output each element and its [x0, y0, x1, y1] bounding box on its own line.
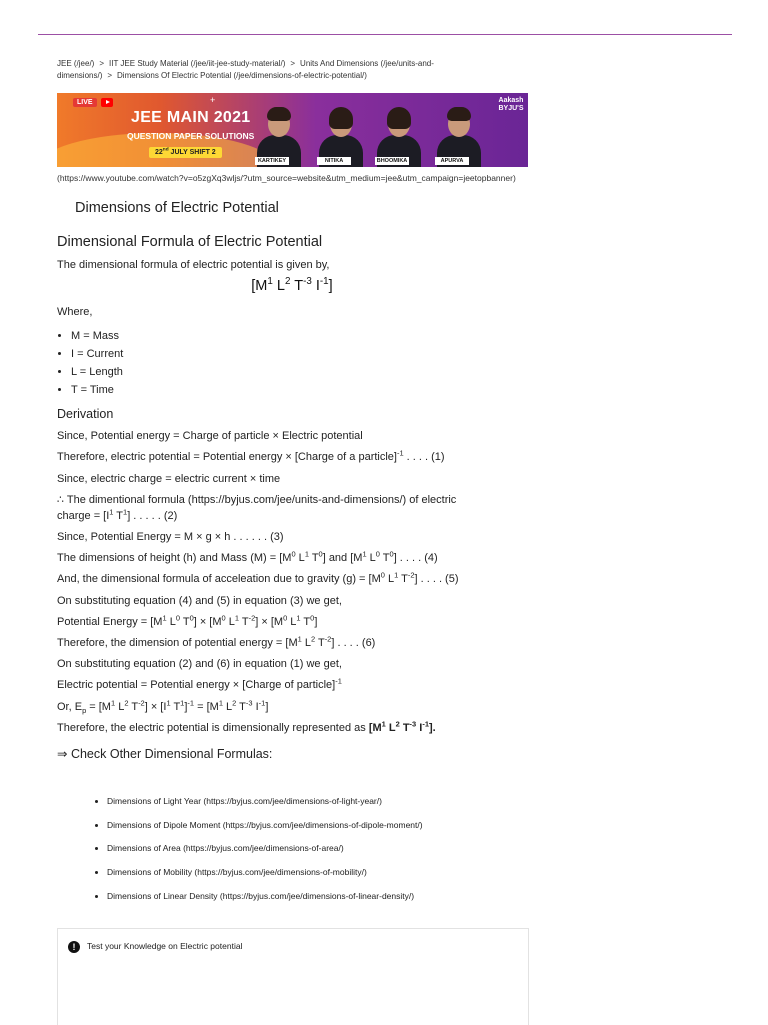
presenter-1	[257, 105, 301, 167]
derivation-line: Therefore, the dimension of potential energy = [$M^1$ $L^2$ $T^{-2}$] . . . . (6)	[57, 634, 376, 649]
presenter-name: BHOOMIKA	[376, 158, 408, 164]
list-item-link[interactable]: • Dimensions of Light Year (https://byjus.com/jee/dimensions-of-light-year/)	[107, 790, 423, 814]
breadcrumb-jee[interactable]: JEE (/jee/)	[57, 59, 95, 68]
quiz-title: Test your Knowledge on Electric potential	[87, 941, 243, 951]
page-title: Dimensions of Electric Potential	[75, 200, 279, 216]
list-item: • T = Time	[71, 381, 123, 399]
derivation-line: Since, electric charge = electric current × time	[57, 473, 281, 485]
presenter-name: NITIKA	[317, 157, 351, 165]
presenter-4	[437, 105, 481, 167]
banner-title: JEE MAIN 2021	[131, 109, 251, 126]
derivation-line: On substituting equation (4) and (5) in equation (3) we get,	[57, 595, 342, 607]
sparkle-icon: +	[210, 95, 216, 105]
derivation-line: Electric potential = Potential energy × [Charge of particle]$^{-1}$	[57, 676, 342, 691]
derivation-line: Since, Potential Energy = M × g × h . . . . . . (3)	[57, 531, 284, 543]
breadcrumb-current-page[interactable]: Dimensions Of Electric Potential (/jee/dimensions-of-electric-potential/)	[117, 71, 367, 80]
breadcrumb-separator: >	[290, 59, 296, 68]
presenter-name: APURVA	[435, 157, 469, 165]
derivation-title: Derivation	[57, 407, 114, 421]
derivation-line: charge = [$I^1$ $T^1$] . . . . . (2)	[57, 507, 178, 522]
other-formulas-list	[93, 790, 423, 909]
derivation-line: ∴ The dimentional formula (https://byjus.com/jee/units-and-dimensions/) of electric	[57, 494, 457, 506]
breadcrumb	[57, 58, 517, 82]
banner-shift: 22nd JULY SHIFT 2	[149, 147, 222, 158]
list-item-link[interactable]: • Dimensions of Area (https://byjus.com/jee/dimensions-of-area/)	[107, 837, 423, 861]
derivation-line: Potential Energy = [$M^1$ $L^0$ $T^0] \times [M^0$ $L^1$ $T^{-2}] \times [M^0$ $L^1$ $T^0$]	[57, 613, 318, 628]
derivation-line: And, the dimensional formula of acceleation due to gravity $(g) = [M^0$ $L^1$ $T^{-2}$] . . . . (5)	[57, 570, 459, 585]
breadcrumb-separator: >	[99, 59, 105, 68]
where-label: Where,	[57, 306, 93, 318]
live-badge: LIVE	[73, 98, 97, 107]
presenter-2	[319, 105, 363, 167]
banner-subtitle: QUESTION PAPER SOLUTIONS	[127, 131, 255, 141]
quiz-card[interactable]	[57, 928, 529, 1025]
youtube-icon	[101, 98, 113, 107]
list-item: • I = Current	[71, 345, 123, 363]
top-divider	[38, 34, 732, 35]
presenter-3	[377, 105, 421, 167]
presenter-name: KARTIKEY	[255, 157, 289, 165]
derivation-line: The dimensions of height (h) and Mass $(M) = [M^0$ $L^1$ $T^0$] and [$M^1$ $L^0$ $T^0$] . . . . (4)	[57, 549, 438, 564]
breadcrumb-separator: >	[107, 71, 113, 80]
list-item: • M = Mass	[71, 327, 123, 345]
list-item-link[interactable]: • Dimensions of Mobility (https://byjus.com/jee/dimensions-of-mobility/)	[107, 861, 423, 885]
banner-link[interactable]: (https://www.youtube.com/watch?v=o5zgXq3wljs/?utm_source=website&utm_medium=jee&utm_campaign=jeetopbanner)	[57, 173, 516, 183]
list-item-link[interactable]: • Dimensions of Linear Density (https://byjus.com/jee/dimensions-of-linear-density/)	[107, 885, 423, 909]
list-item: • L = Length	[71, 363, 123, 381]
derivation-line: Or, $E_p = [M^1$ $L^2$ $T^{-2}] \times [I^1$ $T^1]^{-1} = [M^1$ $L^2$ $T^{-3}$ $I^{-1}$]	[57, 698, 269, 716]
derivation-conclusion: Therefore, the electric potential is dimensionally represented as [$M^1$ $L^2$ $T^{-3}$ $I^{-1}$].	[57, 719, 436, 734]
main-formula: [$M^1$ $L^2$ $T^{-3}$ $I^{-1}$]	[251, 276, 333, 294]
derivation-line: Therefore, electric potential = Potential energy × [Charge of a particle]$^{-1}$ . . . . (1)	[57, 448, 445, 463]
section-title: Dimensional Formula of Electric Potential	[57, 234, 323, 250]
jee-main-banner[interactable]	[57, 93, 528, 167]
derivation-line: Since, Potential energy = Charge of particle × Electric potential	[57, 430, 363, 442]
breadcrumb-study-material[interactable]: IIT JEE Study Material (/jee/iit-jee-study-material/)	[109, 59, 286, 68]
intro-text: The dimensional formula of electric potential is given by,	[57, 259, 330, 271]
breadcrumb-units-dimensions[interactable]: Units And Dimensions (/jee/units-and-dimensions/)	[57, 59, 434, 80]
variable-list	[57, 327, 123, 399]
check-other-heading: ⇒ Check Other Dimensional Formulas:	[57, 747, 273, 761]
alert-icon: !	[68, 941, 80, 953]
list-item-link[interactable]: • Dimensions of Dipole Moment (https://byjus.com/jee/dimensions-of-dipole-moment/)	[107, 814, 423, 838]
aakash-logo: Aakash BYJU'S	[498, 97, 524, 112]
derivation-line: On substituting equation (2) and (6) in equation (1) we get,	[57, 658, 342, 670]
